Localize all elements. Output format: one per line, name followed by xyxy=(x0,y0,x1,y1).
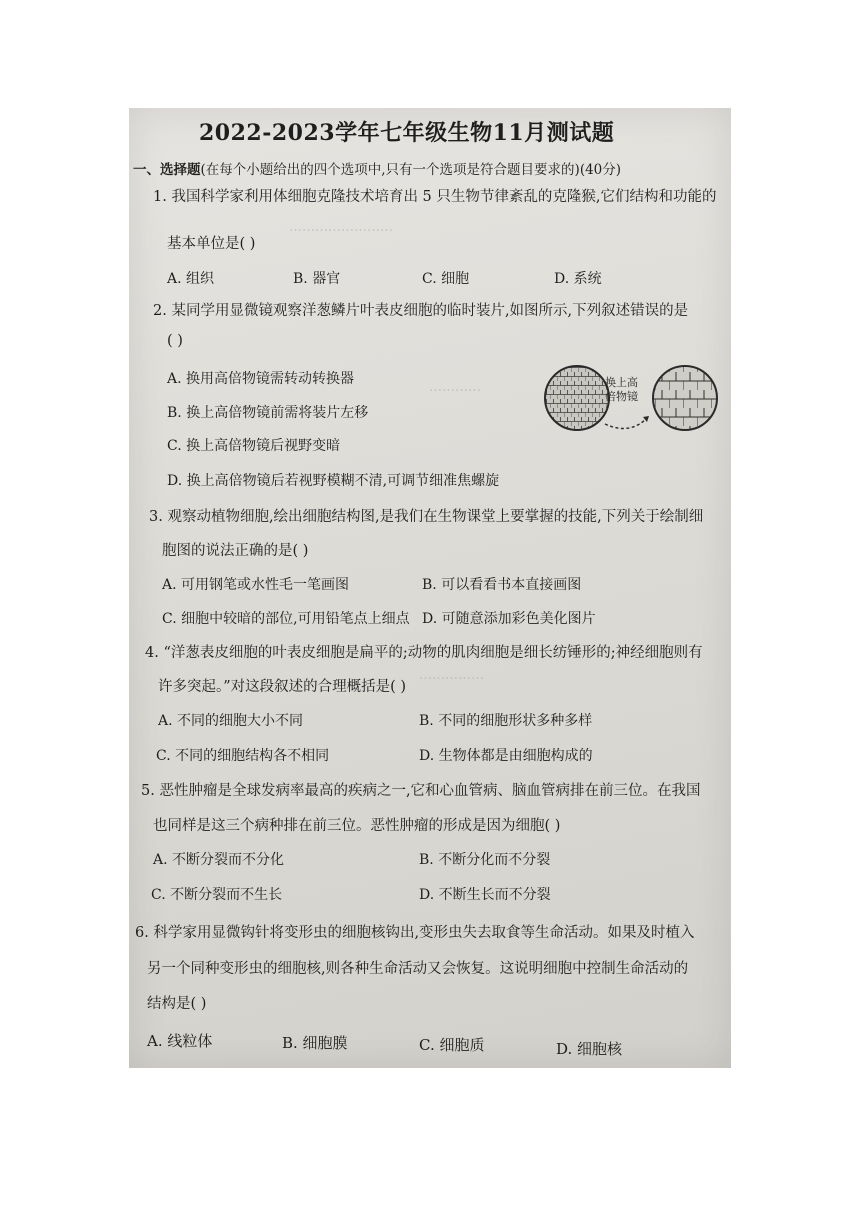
question-2-line-2: ( ) xyxy=(167,333,183,349)
question-4-option-a: A. 不同的细胞大小不同 xyxy=(158,713,304,729)
question-2-option-b: B. 换上高倍物镜前需将装片左移 xyxy=(167,405,369,421)
question-1-option-b: B. 器官 xyxy=(293,271,341,287)
question-1-option-a: A. 组织 xyxy=(167,271,215,287)
exam-paper-photo xyxy=(129,108,731,1068)
question-5-line-1: 5. 恶性肿瘤是全球发病率最高的疾病之一,它和心血管病、脑血管病排在前三位。在我国 xyxy=(141,783,701,799)
question-6-line-1: 6. 科学家用显微钩针将变形虫的细胞核钩出,变形虫失去取食等生命活动。如果及时植入 xyxy=(135,925,695,941)
question-5-option-a: A. 不断分裂而不分化 xyxy=(153,852,285,868)
question-6-line-3: 结构是( ) xyxy=(147,996,207,1012)
dashed-arrow xyxy=(605,416,649,429)
question-1-option-c: C. 细胞 xyxy=(422,271,470,287)
question-2-option-a: A. 换用高倍物镜需转动转换器 xyxy=(167,371,355,387)
question-3-option-c: C. 细胞中较暗的部位,可用铅笔点上细点 xyxy=(162,611,410,627)
question-4-option-d: D. 生物体都是由细胞构成的 xyxy=(419,748,593,764)
question-4-line-1: 4. “洋葱表皮细胞的叶表皮细胞是扁平的;动物的肌肉细胞是细长纺锤形的;神经细胞则有 xyxy=(145,645,703,661)
section-heading: 一、选择题 xyxy=(133,162,201,178)
question-1-line-2: 基本单位是( ) xyxy=(167,236,256,252)
exam-title: 2022-2023学年七年级生物11月测试题 xyxy=(199,120,615,146)
low-magnification-field xyxy=(545,366,609,430)
question-6-option-c: C. 细胞质 xyxy=(419,1036,485,1054)
section-header xyxy=(133,158,621,178)
question-6-option-d: D. 细胞核 xyxy=(556,1040,623,1058)
question-4-line-2: 许多突起。”对这段叙述的合理概括是( ) xyxy=(158,679,407,695)
question-2-line-1: 2. 某同学用显微镜观察洋葱鳞片叶表皮细胞的临时装片,如图所示,下列叙述错误的是 xyxy=(153,303,689,319)
question-4-option-b: B. 不同的细胞形状多种多样 xyxy=(419,713,593,729)
question-3-line-2: 胞图的说法正确的是( ) xyxy=(162,543,309,559)
question-6-line-2: 另一个同种变形虫的细胞核,则各种生命活动又会恢复。这说明细胞中控制生命活动的 xyxy=(147,961,689,977)
question-3-option-b: B. 可以看看书本直接画图 xyxy=(422,577,582,593)
figure-label-line-1: 换上高 xyxy=(605,377,638,389)
bleed-through-text: …………………… xyxy=(289,220,393,235)
figure-label-line-2: 倍物镜 xyxy=(605,391,638,403)
question-5-option-b: B. 不断分化而不分裂 xyxy=(419,852,551,868)
question-1-line-1: 1. 我国科学家利用体细胞克隆技术培育出 5 只生物节律紊乱的克隆猴,它们结构和功能的 xyxy=(153,189,717,205)
question-1-option-d: D. 系统 xyxy=(554,271,602,287)
bleed-through-text: ………… xyxy=(429,380,481,395)
question-6-option-b: B. 细胞膜 xyxy=(282,1034,348,1052)
bleed-through-text: …………… xyxy=(419,668,484,683)
question-3-option-a: A. 可用钢笔或水性毛一笔画图 xyxy=(162,577,350,593)
question-5-line-2: 也同样是这三个病种排在前三位。恶性肿瘤的形成是因为细胞( ) xyxy=(153,818,561,834)
question-6-option-a: A. 线粒体 xyxy=(147,1032,213,1050)
question-3-line-1: 3. 观察动植物细胞,绘出细胞结构图,是我们在生物课堂上要掌握的技能,下列关于绘制细 xyxy=(149,509,704,525)
question-2-option-d: D. 换上高倍物镜后若视野模糊不清,可调节细准焦螺旋 xyxy=(167,473,500,489)
question-2-option-c: C. 换上高倍物镜后视野变暗 xyxy=(167,438,341,454)
question-5-option-d: D. 不断生长而不分裂 xyxy=(419,887,551,903)
section-instruction: (在每个小题给出的四个选项中,只有一个选项是符合题目要求的) xyxy=(200,162,580,178)
section-score: (40分) xyxy=(579,162,622,178)
microscope-view-figure xyxy=(543,354,723,446)
high-magnification-field xyxy=(653,366,717,430)
question-4-option-c: C. 不同的细胞结构各不相同 xyxy=(156,748,330,764)
question-5-option-c: C. 不断分裂而不生长 xyxy=(151,887,283,903)
question-3-option-d: D. 可随意添加彩色美化图片 xyxy=(422,611,596,627)
